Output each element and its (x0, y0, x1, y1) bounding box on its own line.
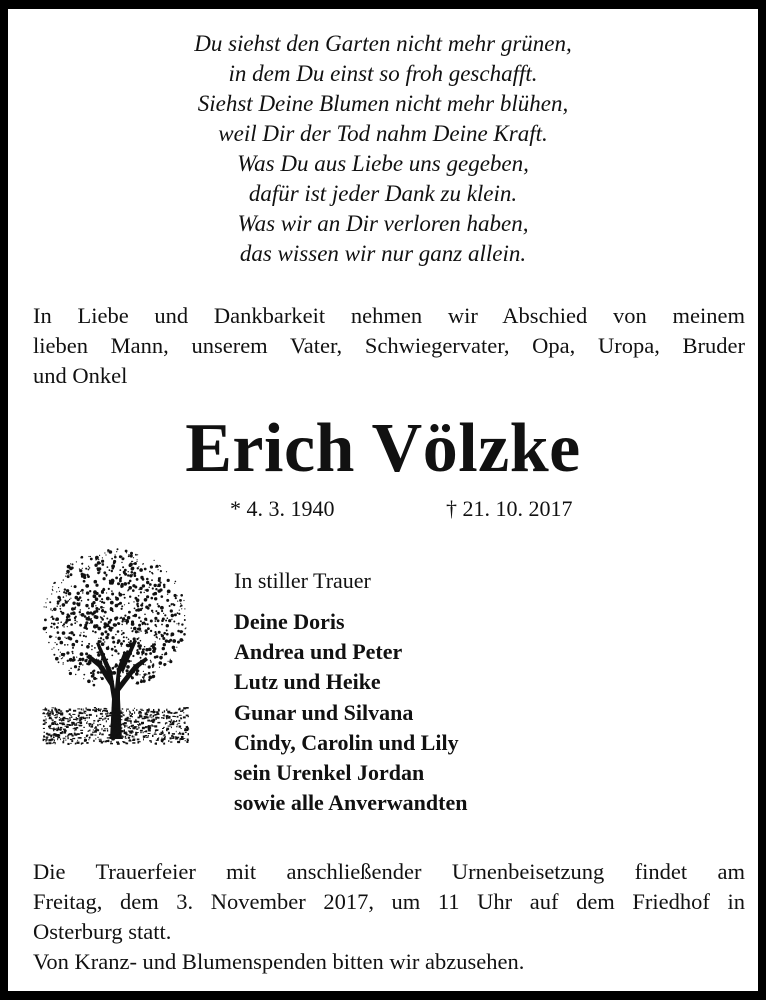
obituary-card (8, 9, 758, 991)
poem-line: Du siehst den Garten nicht mehr grünen, (194, 31, 572, 56)
tree-icon (38, 539, 192, 745)
intro-line: In Liebe und Dankbarkeit nehmen wir Abschied von meinem (33, 303, 745, 328)
poem-line: Was Du aus Liebe uns gegeben, (237, 151, 529, 176)
family-member: Gunar und Silvana (234, 699, 414, 725)
deceased-name: Erich Völzke (185, 410, 581, 487)
family-member: sowie alle Anverwandten (234, 790, 468, 816)
intro-line: lieben Mann, unserem Vater, Schwiegervater, Opa, Uropa, Bruder (33, 333, 745, 358)
family-member: Deine Doris (234, 609, 345, 634)
notice-line: Freitag, dem 3. November 2017, um 11 Uhr auf dem Friedhof in (33, 889, 745, 914)
family-member: Andrea und Peter (234, 639, 403, 665)
family-list (234, 607, 467, 818)
notice-line: Osterburg statt. (33, 919, 172, 944)
mourning-heading: In stiller Trauer (234, 568, 371, 593)
funeral-notice (33, 857, 745, 977)
family-member: Cindy, Carolin und Lily (234, 729, 459, 755)
poem-line: weil Dir der Tod nahm Deine Kraft. (218, 121, 548, 146)
birth-date: * 4. 3. 1940 (230, 496, 335, 521)
poem-line: dafür ist jeder Dank zu klein. (248, 181, 518, 206)
poem-line: das wissen wir nur ganz allein. (239, 241, 527, 266)
notice-line: Die Trauerfeier mit anschließender Urnenbeisetzung findet am (33, 859, 745, 884)
death-date: † 21. 10. 2017 (446, 496, 573, 521)
family-member: Lutz und Heike (234, 669, 381, 695)
poem-line: in dem Du einst so froh geschafft. (228, 61, 538, 86)
poem (8, 29, 758, 269)
poem-line: Siehst Deine Blumen nicht mehr blühen, (197, 91, 569, 116)
notice-line: Von Kranz- und Blumenspenden bitten wir abzusehen. (33, 949, 525, 974)
poem-line: Was wir an Dir verloren haben, (237, 211, 529, 236)
family-member: sein Urenkel Jordan (234, 760, 425, 786)
intro-text (33, 301, 745, 391)
intro-line: und Onkel (33, 363, 128, 388)
